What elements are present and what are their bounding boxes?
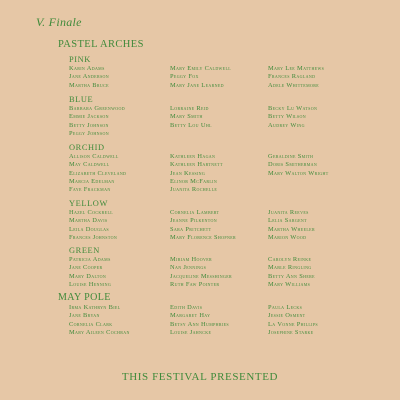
name: Karin Adams [69, 65, 105, 72]
name: Carolyn Reinke [268, 256, 312, 263]
name: Ruth Faw Pointer [170, 280, 220, 288]
name: Jessie Osment [268, 312, 306, 320]
name: Mary Jane Learned [170, 81, 224, 89]
name: Emmie Jackson [69, 113, 109, 121]
name: May Caldwell [69, 161, 110, 169]
name: Peggy Fox [170, 73, 199, 81]
pink-col-3 [268, 65, 324, 90]
group-title-green: GREEN [69, 246, 100, 255]
finale-heading: V. Finale [36, 15, 82, 29]
name: Mary Walton Wright [268, 169, 329, 177]
name: Mary Aileen Cochran [69, 328, 130, 336]
blue-col-3 [268, 105, 317, 130]
name: Betty Lou Uhl [170, 121, 212, 129]
name: Geraldine Smith [268, 153, 314, 160]
name: Betty Wilson [268, 113, 306, 121]
name: Jane Bryan [69, 312, 100, 320]
name: Louise Henning [69, 280, 112, 288]
name: Patricia Adams [69, 256, 111, 263]
name: Mary Williams [268, 280, 311, 288]
name: Juanita Rochelle [170, 186, 218, 194]
name: Betty Ann Shere [268, 272, 315, 280]
name: Juanita Reeves [268, 209, 309, 216]
name: Edith Davis [170, 304, 203, 311]
name: Nan Jennings [170, 264, 207, 272]
name: Jane Cooper [69, 264, 103, 272]
name: Lorraine Reid [170, 105, 209, 112]
name: Mable Ringling [268, 264, 312, 272]
name: Miriam Hoover [170, 256, 212, 263]
name: Mary Lee Matthews [268, 65, 325, 72]
name: Louise Jahncke [170, 328, 212, 336]
name: Betsy Ann Humphries [170, 320, 229, 328]
name: Elizabeth Cleveland [69, 169, 127, 177]
group-title-orchid: ORCHID [69, 143, 105, 152]
name: Frances Johnston [69, 233, 118, 241]
name: Mary Emily Caldwell [170, 65, 232, 72]
name: Mary Florence Shopner [170, 233, 237, 241]
orchid-col-3 [268, 153, 329, 178]
name: Faye Frackman [69, 186, 111, 194]
orchid-col-1 [69, 153, 126, 194]
yellow-col-2 [170, 209, 236, 242]
green-col-2 [170, 256, 232, 289]
name: Frances Ragland [268, 73, 316, 81]
name: Jean Kessing [170, 169, 206, 177]
name: Mary Dalton [69, 272, 107, 280]
maypole-col-2 [170, 304, 229, 337]
pink-col-2 [170, 65, 231, 90]
name: Martha Wheeler [268, 225, 315, 233]
group-title-blue: BLUE [69, 95, 94, 104]
festival-presented-heading: THIS FESTIVAL PRESENTED [121, 371, 279, 383]
group-title-yellow: YELLOW [69, 199, 108, 208]
name: Cornelia Lambert [170, 209, 220, 216]
group-title-pink: PINK [69, 55, 91, 64]
maypole-col-1 [69, 304, 130, 337]
name: Barbara Greenwood [69, 105, 125, 112]
maypole-heading: MAY POLE [58, 292, 111, 303]
name: Kathleen Hagan [170, 153, 216, 160]
name: Josephine Starke [268, 328, 314, 336]
name: Sara Pritchett [170, 225, 212, 233]
name: Jane Anderson [69, 73, 110, 81]
name: Cornelia Clark [69, 320, 113, 328]
name: Becky Lu Watson [268, 105, 318, 112]
name: Margaret Hay [170, 312, 211, 320]
name: Kathleen Hartnett [170, 161, 223, 169]
name: Elinor McFarlin [170, 177, 218, 185]
name: Paula Lecks [268, 304, 303, 311]
name: Betty Johnson [69, 121, 109, 129]
name: Martha Bruce [69, 81, 109, 89]
yellow-col-3 [268, 209, 315, 242]
name: Marion Wood [268, 233, 307, 241]
name: Leila Douglas [69, 225, 109, 233]
name: Peggy Johnson [69, 129, 109, 137]
pastel-arches-heading: PASTEL ARCHES [58, 39, 144, 50]
orchid-col-2 [170, 153, 223, 194]
name: Jeanne Pilkenton [170, 217, 217, 225]
name: La Vonne Phillips [268, 320, 318, 328]
name: Irma Kathryn Biel [69, 304, 121, 311]
name: Mary Smith [170, 113, 203, 121]
pink-col-1 [69, 65, 109, 90]
yellow-col-1 [69, 209, 117, 242]
name: Audrey Wing [268, 121, 305, 129]
blue-col-2 [170, 105, 212, 130]
name: Hazel Cockrell [69, 209, 114, 216]
name: Adele Whittemore [268, 81, 320, 89]
name: Allison Caldwell [69, 153, 119, 160]
name: Lelia Sargent [268, 217, 307, 225]
name: Marcia Edelman [69, 177, 115, 185]
name: Martha Davis [69, 217, 108, 225]
name: Jacqueline Messhinger [170, 272, 233, 280]
green-col-1 [69, 256, 111, 289]
maypole-col-3 [268, 304, 318, 337]
green-col-3 [268, 256, 315, 289]
name: Doris Smitherman [268, 161, 318, 169]
blue-col-1 [69, 105, 125, 138]
